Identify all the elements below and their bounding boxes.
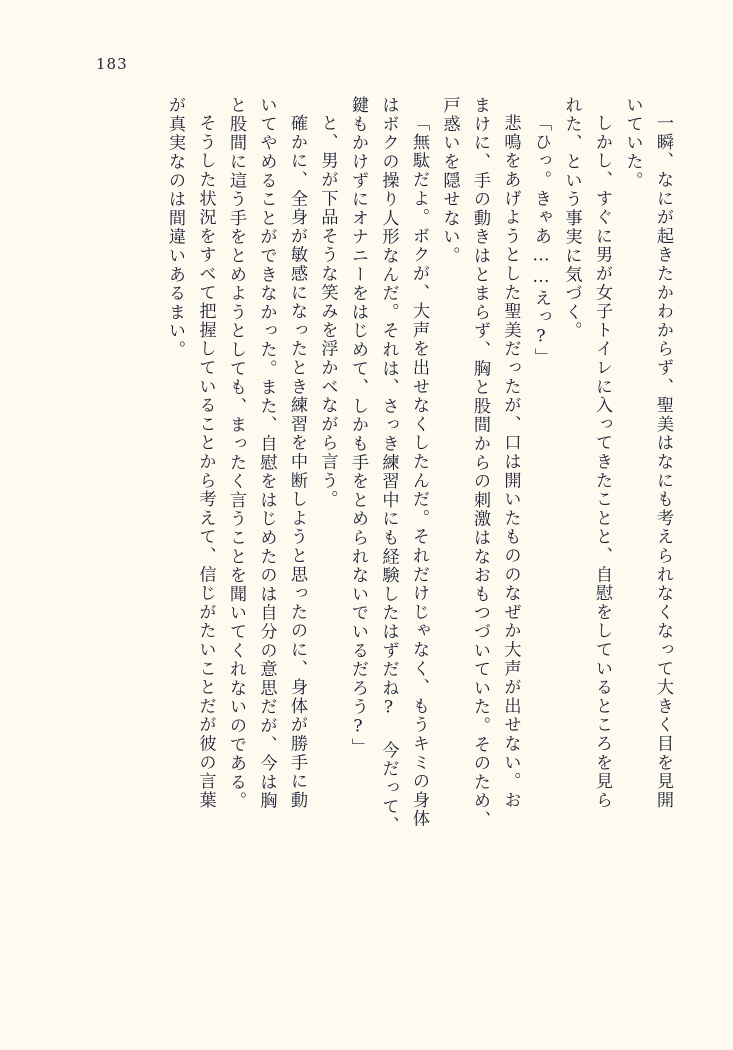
text-line: 「ひっ。きゃあ……えっ?」 bbox=[531, 114, 551, 367]
text-line: 一瞬、なにが起きたかわからず、聖美はなにも考えられなくなって大きく目を見開 bbox=[653, 114, 673, 810]
text-line: と、男が下品そうな笑みを浮かべながら言う。 bbox=[317, 114, 338, 509]
text-line: が真実なのは間違いあるまい。 bbox=[165, 96, 185, 360]
text-line: 戸惑いを隠せない。 bbox=[439, 96, 460, 266]
page-number: 183 bbox=[96, 55, 128, 73]
text-line: 確かに、全身が敏感になったとき練習を中断しようと思ったのに、身体が勝手に動 bbox=[287, 114, 307, 810]
text-line: と股間に這う手をとめようとしても、まったく言うことを聞いてくれないのである。 bbox=[226, 96, 246, 811]
text-line: まけに、手の動きはとまらず、胸と股間からの刺激はなおもつづいていた。そのため、 bbox=[470, 96, 490, 830]
text-line: 悲鳴をあげようとした聖美だったが、口は開いたもののなぜか大声が出せない。お bbox=[500, 114, 521, 810]
text-line: いてやめることができなかった。また、自慰をはじめたのは自分の意思だが、今は胸 bbox=[256, 96, 277, 811]
text-line: いていた。 bbox=[622, 96, 643, 190]
text-line: はボクの操り人形なんだ。それは、さっき練習中にも経験したはずだね? 今だって、 bbox=[378, 96, 399, 835]
text-line: しかし、すぐに男が女子トイレに入ってきたことと、自慰をしているところを見ら bbox=[592, 114, 612, 810]
text-line: 「無駄だよ。ボクが、大声を出せなくしたんだ。それだけじゃなく、もうキミの身体 bbox=[409, 114, 429, 829]
text-line: 鍵もかけずにオナニーをはじめて、しかも手をとめられないでいるだろう?」 bbox=[348, 96, 368, 757]
vertical-text-block bbox=[60, 96, 678, 990]
text-line: れた、という事実に気づく。 bbox=[561, 96, 582, 341]
text-line: そうした状況をすべて把握していることから考えて、信じがたいことだが彼の言葉 bbox=[195, 114, 216, 810]
